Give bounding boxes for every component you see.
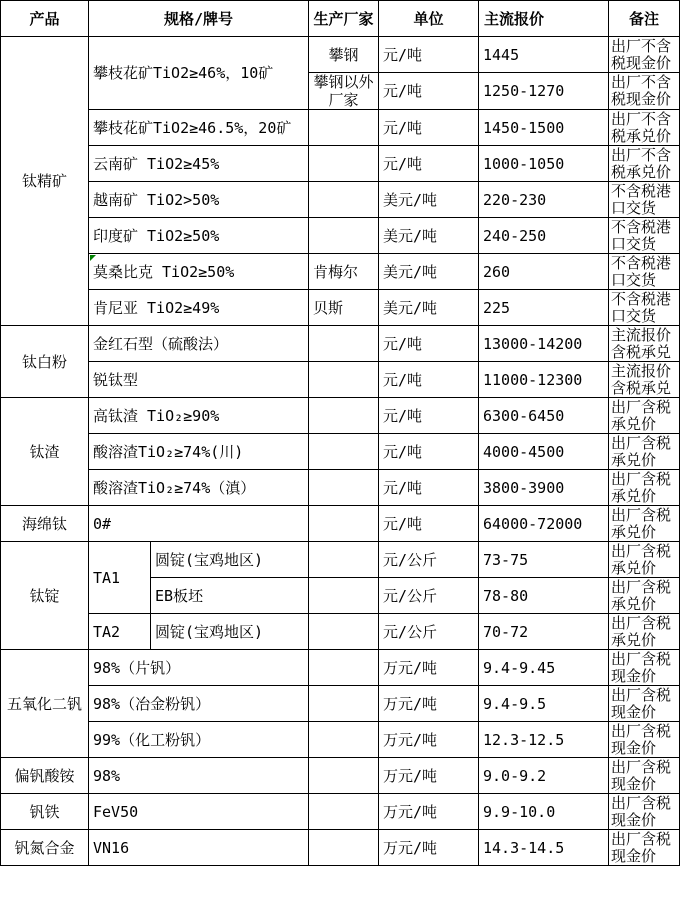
producer-cell [309,470,379,506]
price-cell: 1450-1500 [479,110,609,146]
unit-cell: 万元/吨 [379,794,479,830]
table-row [1,182,680,218]
spec-cell: 98% [89,758,309,794]
unit-cell: 元/吨 [379,470,479,506]
note-cell: 出厂含税承兑价 [609,578,680,614]
unit-cell: 元/公斤 [379,542,479,578]
table-row [1,722,680,758]
spec-cell: 高钛渣 TiO₂≥90% [89,398,309,434]
product-cell: 钒铁 [1,794,89,830]
grade-cell: TA1 [89,542,151,614]
unit-cell: 万元/吨 [379,758,479,794]
note-cell: 出厂含税现金价 [609,794,680,830]
producer-cell [309,326,379,362]
unit-cell: 元/吨 [379,110,479,146]
producer-cell [309,182,379,218]
price-cell: 13000-14200 [479,326,609,362]
table-row [1,254,680,290]
unit-cell: 元/公斤 [379,578,479,614]
note-cell: 不含税港口交货 [609,290,680,326]
spec-cell: 肯尼亚 TiO2≥49% [89,290,309,326]
producer-cell: 攀钢 [309,37,379,73]
producer-cell [309,110,379,146]
note-cell: 出厂不含税现金价 [609,73,680,110]
spec-cell: 98%（片钒） [89,650,309,686]
spec-cell: FeV50 [89,794,309,830]
producer-cell [309,830,379,866]
price-cell: 11000-12300 [479,362,609,398]
table-row [1,650,680,686]
producer-cell: 贝斯 [309,290,379,326]
spec-cell: 98%（冶金粉钒） [89,686,309,722]
product-cell: 钒氮合金 [1,830,89,866]
spec-cell: 攀枝花矿TiO2≥46.5%，20矿 [89,110,309,146]
note-cell: 出厂含税现金价 [609,830,680,866]
cell-comment-marker-icon [90,255,96,261]
producer-cell [309,218,379,254]
note-cell: 主流报价含税承兑 [609,326,680,362]
note-cell: 出厂含税现金价 [609,650,680,686]
note-cell: 出厂不含税现金价 [609,37,680,73]
header-spec: 规格/牌号 [89,1,309,37]
price-cell: 4000-4500 [479,434,609,470]
table-row [1,506,680,542]
table-row [1,218,680,254]
price-cell: 260 [479,254,609,290]
price-cell: 70-72 [479,614,609,650]
spec-cell: 酸溶渣TiO₂≥74%（滇） [89,470,309,506]
unit-cell: 美元/吨 [379,254,479,290]
table-row [1,542,680,578]
price-cell: 78-80 [479,578,609,614]
table-row [1,614,680,650]
price-cell: 73-75 [479,542,609,578]
note-cell: 不含税港口交货 [609,182,680,218]
product-cell: 五氧化二钒 [1,650,89,758]
price-cell: 9.0-9.2 [479,758,609,794]
producer-cell [309,650,379,686]
price-cell: 9.4-9.5 [479,686,609,722]
table-row [1,686,680,722]
table-row [1,470,680,506]
spec-text: 莫桑比克 TiO2≥50% [93,262,235,281]
spec-cell: 锐钛型 [89,362,309,398]
note-cell: 出厂含税现金价 [609,686,680,722]
unit-cell: 元/吨 [379,37,479,73]
spec-cell: 越南矿 TiO2>50% [89,182,309,218]
product-cell: 钛精矿 [1,37,89,326]
producer-cell [309,578,379,614]
producer-cell [309,362,379,398]
price-cell: 220-230 [479,182,609,218]
producer-cell [309,758,379,794]
table-row [1,362,680,398]
producer-cell [309,146,379,182]
header-product: 产品 [1,1,89,37]
unit-cell: 美元/吨 [379,290,479,326]
producer-cell [309,542,379,578]
price-cell: 9.9-10.0 [479,794,609,830]
producer-cell [309,794,379,830]
price-cell: 240-250 [479,218,609,254]
product-cell: 海绵钛 [1,506,89,542]
spec-cell: 攀枝花矿TiO2≥46%，10矿 [89,37,309,110]
unit-cell: 万元/吨 [379,686,479,722]
price-cell: 225 [479,290,609,326]
price-cell: 6300-6450 [479,398,609,434]
producer-cell: 攀钢以外厂家 [309,73,379,110]
spec-cell: 99%（化工粉钒） [89,722,309,758]
table-row [1,398,680,434]
unit-cell: 元/吨 [379,146,479,182]
table-row [1,758,680,794]
product-cell: 钛渣 [1,398,89,506]
note-cell: 出厂含税现金价 [609,722,680,758]
table-row [1,434,680,470]
unit-cell: 元/吨 [379,73,479,110]
shape-cell: 圆锭(宝鸡地区) [151,542,309,578]
table-row [1,37,680,73]
shape-cell: 圆锭(宝鸡地区) [151,614,309,650]
product-cell: 钛锭 [1,542,89,650]
unit-cell: 万元/吨 [379,650,479,686]
note-cell: 出厂不含税承兑价 [609,146,680,182]
spec-cell: VN16 [89,830,309,866]
note-cell: 出厂含税承兑价 [609,542,680,578]
header-row [1,1,680,37]
note-cell: 不含税港口交货 [609,254,680,290]
producer-cell [309,686,379,722]
producer-cell [309,614,379,650]
table-row [1,794,680,830]
producer-cell [309,434,379,470]
note-cell: 出厂含税承兑价 [609,614,680,650]
grade-cell: TA2 [89,614,151,650]
unit-cell: 元/吨 [379,398,479,434]
header-producer: 生产厂家 [309,1,379,37]
price-cell: 1445 [479,37,609,73]
unit-cell: 万元/吨 [379,722,479,758]
product-cell: 偏钒酸铵 [1,758,89,794]
unit-cell: 万元/吨 [379,830,479,866]
product-cell: 钛白粉 [1,326,89,398]
note-cell: 出厂不含税承兑价 [609,110,680,146]
header-price: 主流报价 [479,1,609,37]
price-cell: 1250-1270 [479,73,609,110]
note-cell: 出厂含税承兑价 [609,506,680,542]
spec-cell [89,254,309,290]
note-cell: 出厂含税承兑价 [609,470,680,506]
unit-cell: 元/吨 [379,362,479,398]
unit-cell: 元/吨 [379,434,479,470]
producer-cell [309,722,379,758]
unit-cell: 美元/吨 [379,182,479,218]
table-row [1,290,680,326]
spec-cell: 酸溶渣TiO₂≥74%(川) [89,434,309,470]
header-unit: 单位 [379,1,479,37]
table-row [1,146,680,182]
spec-cell: 0# [89,506,309,542]
unit-cell: 元/吨 [379,506,479,542]
table-row [1,326,680,362]
spec-cell: 印度矿 TiO2≥50% [89,218,309,254]
producer-cell [309,506,379,542]
note-cell: 出厂含税承兑价 [609,434,680,470]
producer-cell: 肯梅尔 [309,254,379,290]
unit-cell: 元/吨 [379,326,479,362]
note-cell: 不含税港口交货 [609,218,680,254]
spec-cell: 金红石型（硫酸法） [89,326,309,362]
price-cell: 14.3-14.5 [479,830,609,866]
header-note: 备注 [609,1,680,37]
price-cell: 64000-72000 [479,506,609,542]
shape-cell: EB板坯 [151,578,309,614]
note-cell: 出厂含税现金价 [609,758,680,794]
table-row [1,830,680,866]
table-row [1,110,680,146]
producer-cell [309,398,379,434]
price-cell: 3800-3900 [479,470,609,506]
price-cell: 12.3-12.5 [479,722,609,758]
note-cell: 主流报价含税承兑 [609,362,680,398]
unit-cell: 元/公斤 [379,614,479,650]
price-cell: 1000-1050 [479,146,609,182]
spec-cell: 云南矿 TiO2≥45% [89,146,309,182]
unit-cell: 美元/吨 [379,218,479,254]
note-cell: 出厂含税承兑价 [609,398,680,434]
price-cell: 9.4-9.45 [479,650,609,686]
